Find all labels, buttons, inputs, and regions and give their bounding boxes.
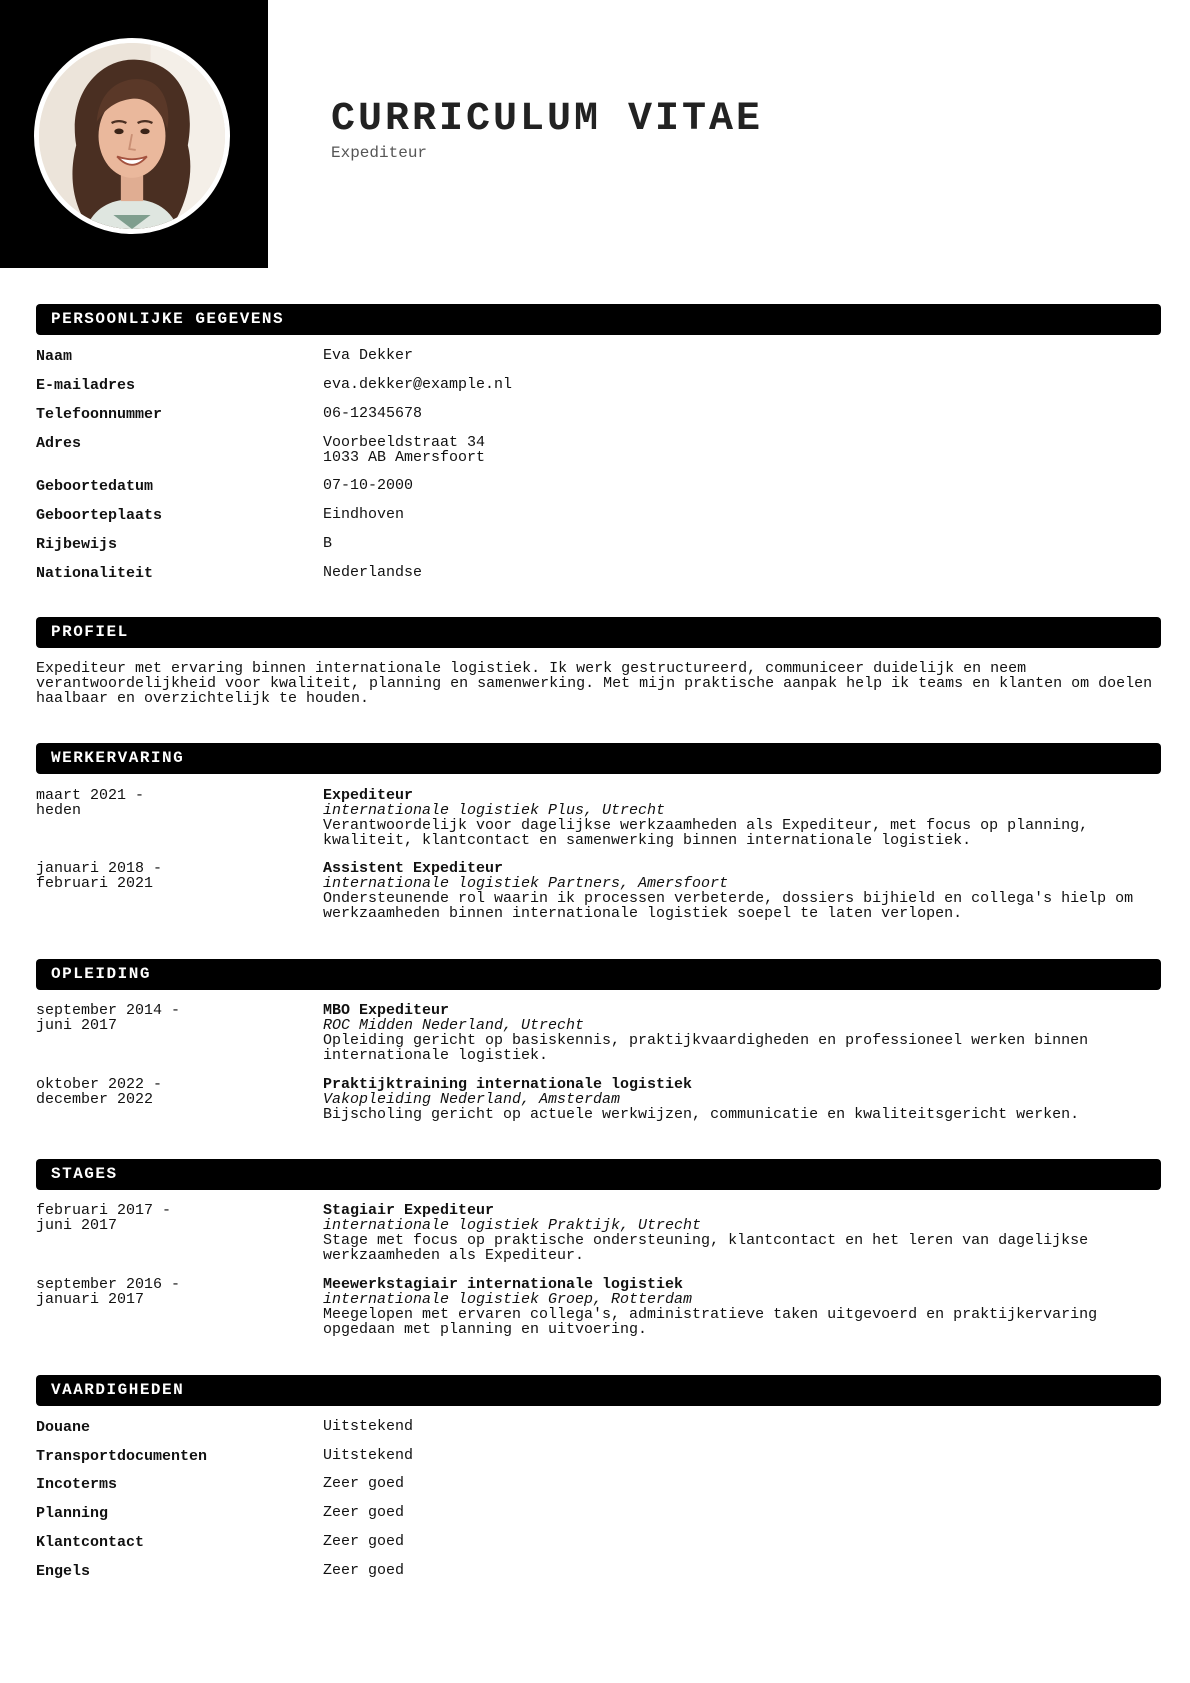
entry-title: Meewerkstagiair internationale logistiek bbox=[323, 1276, 684, 1293]
entry-title: Expediteur bbox=[323, 787, 414, 804]
portrait-image bbox=[39, 43, 225, 229]
entry-date: september 2014 - juni 2017 bbox=[36, 1002, 181, 1034]
skill-label: Douane bbox=[36, 1419, 91, 1436]
field-value: 06-12345678 bbox=[323, 405, 423, 422]
section-heading-experience: WERKERVARING bbox=[36, 743, 1161, 774]
skill-label: Klantcontact bbox=[36, 1534, 145, 1551]
entry-title: Praktijktraining internationale logistiek bbox=[323, 1076, 693, 1093]
page-subtitle: Expediteur bbox=[331, 144, 428, 162]
field-label: E-mailadres bbox=[36, 377, 136, 394]
entry-body bbox=[323, 1277, 1161, 1337]
skill-label: Planning bbox=[36, 1505, 109, 1522]
entry-body bbox=[323, 788, 1161, 848]
entry-body bbox=[323, 1203, 1161, 1263]
entry-date: februari 2017 - juni 2017 bbox=[36, 1202, 172, 1234]
field-value: Eva Dekker bbox=[323, 347, 414, 364]
entry-description: Bijscholing gericht op actuele werkwijzen, communicatie en kwaliteitsgericht werken. bbox=[323, 1106, 1080, 1123]
field-label: Telefoonnummer bbox=[36, 406, 163, 423]
skill-level: Zeer goed bbox=[323, 1475, 405, 1492]
entry-organization: Vakopleiding Nederland, Amsterdam bbox=[323, 1091, 621, 1108]
skill-level: Zeer goed bbox=[323, 1533, 405, 1550]
field-label: Adres bbox=[36, 435, 82, 452]
section-heading-personal: PERSOONLIJKE GEGEVENS bbox=[36, 304, 1161, 335]
entry-organization: internationale logistiek Plus, Utrecht bbox=[323, 802, 666, 819]
entry-organization: internationale logistiek Praktijk, Utrecht bbox=[323, 1217, 702, 1234]
entry-organization: ROC Midden Nederland, Utrecht bbox=[323, 1017, 585, 1034]
entry-description: Stage met focus op praktische ondersteuning, klantcontact en het leren van dagelijkse werkzaamheden als Expediteur. bbox=[323, 1232, 1089, 1264]
entry-body bbox=[323, 1077, 1161, 1122]
profile-text: Expediteur met ervaring binnen internationale logistiek. Ik werk gestructureerd, communiceer duidelijk en neem verantwoordelijkheid voor kwaliteit, planning en samenwerking. Met mijn praktische aanpak help ik teams en klanten om doelen haalbaar en overzichtelijk te houden. bbox=[36, 660, 1153, 707]
entry-date: januari 2018 - februari 2021 bbox=[36, 860, 163, 892]
field-label: Naam bbox=[36, 348, 73, 365]
section-heading-education: OPLEIDING bbox=[36, 959, 1161, 990]
entry-date: oktober 2022 - december 2022 bbox=[36, 1076, 163, 1108]
entry-date: september 2016 - januari 2017 bbox=[36, 1276, 181, 1308]
field-value: Nederlandse bbox=[323, 564, 423, 581]
field-label: Geboorteplaats bbox=[36, 507, 163, 524]
field-value: 07-10-2000 bbox=[323, 477, 414, 494]
skill-label: Incoterms bbox=[36, 1476, 118, 1493]
skill-level: Zeer goed bbox=[323, 1504, 405, 1521]
entry-description: Meegelopen met ervaren collega's, administratieve taken uitgevoerd en praktijkervaring opgedaan met planning en uitvoering. bbox=[323, 1306, 1098, 1338]
entry-description: Verantwoordelijk voor dagelijkse werkzaamheden als Expediteur, met focus op planning, kwaliteit, klantcontact en samenwerking binnen internationale logistiek. bbox=[323, 817, 1089, 849]
skill-level: Uitstekend bbox=[323, 1418, 414, 1435]
entry-date: maart 2021 - heden bbox=[36, 787, 145, 819]
entry-organization: internationale logistiek Groep, Rotterdam bbox=[323, 1291, 693, 1308]
field-value: Eindhoven bbox=[323, 506, 405, 523]
field-value: eva.dekker@example.nl bbox=[323, 376, 513, 393]
entry-description: Ondersteunende rol waarin ik processen verbeterde, dossiers bijhield en collega's hielp om werkzaamheden binnen internationale logistiek soepel te laten verlopen. bbox=[323, 890, 1134, 922]
entry-title: Assistent Expediteur bbox=[323, 860, 504, 877]
profile-photo bbox=[34, 38, 230, 234]
skill-label: Transportdocumenten bbox=[36, 1448, 208, 1465]
field-value: Voorbeeldstraat 34 1033 AB Amersfoort bbox=[323, 434, 486, 466]
entry-title: MBO Expediteur bbox=[323, 1002, 450, 1019]
page-title: CURRICULUM VITAE bbox=[331, 97, 764, 142]
entry-organization: internationale logistiek Partners, Amersfoort bbox=[323, 875, 729, 892]
skill-level: Uitstekend bbox=[323, 1447, 414, 1464]
entry-description: Opleiding gericht op basiskennis, praktijkvaardigheden en professioneel werken binnen internationale logistiek. bbox=[323, 1032, 1089, 1064]
section-heading-skills: VAARDIGHEDEN bbox=[36, 1375, 1161, 1406]
section-heading-internships: STAGES bbox=[36, 1159, 1161, 1190]
field-label: Nationaliteit bbox=[36, 565, 154, 582]
section-heading-profile: PROFIEL bbox=[36, 617, 1161, 648]
field-label: Rijbewijs bbox=[36, 536, 118, 553]
skill-label: Engels bbox=[36, 1563, 91, 1580]
skill-level: Zeer goed bbox=[323, 1562, 405, 1579]
photo-block bbox=[0, 0, 268, 268]
field-value: B bbox=[323, 535, 333, 552]
entry-title: Stagiair Expediteur bbox=[323, 1202, 495, 1219]
entry-body bbox=[323, 861, 1161, 921]
field-label: Geboortedatum bbox=[36, 478, 154, 495]
entry-body bbox=[323, 1003, 1161, 1063]
